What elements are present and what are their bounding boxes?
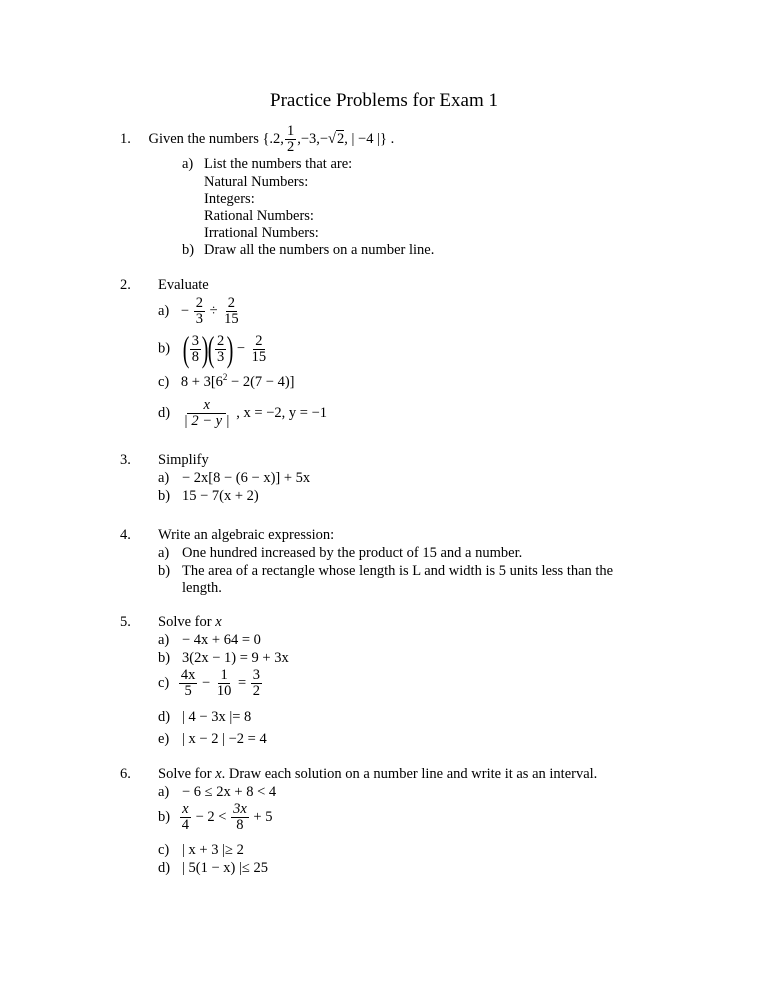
number-set: {.2, $\frac{1}{2}$ ,−3,−√2, | −4 |} . (262, 123, 395, 155)
problem-5a-label: a) (158, 632, 170, 648)
square-root: √2 (328, 130, 345, 147)
problem-2c: c) $8 + 3[6^2 - 2(7 - 4)]$ (158, 372, 295, 390)
item-label: b) (158, 809, 171, 825)
problem-6c-label: c) (158, 842, 170, 858)
problem-6d-label: d) (158, 860, 171, 876)
problem-6-number: 6. (120, 766, 131, 782)
problem-4b-text-cont: length. (182, 580, 222, 596)
fraction: $\frac{3x}{8}$ (233, 801, 247, 833)
page-title: Practice Problems for Exam 1 (270, 90, 498, 111)
problem-5a-expr: − 4x + 64 = 0 (182, 632, 261, 648)
problem-2-heading: Evaluate (158, 277, 209, 293)
problem-3b-expr: 15 − 7(x + 2) (182, 488, 259, 504)
problem-6-heading: Solve for x. Draw each solution on a number line and write it as an interval. (158, 766, 598, 782)
problem-4-number: 4. (120, 527, 131, 543)
fraction: $\frac{1}{10}$ (216, 667, 232, 699)
problem-5d-label: d) (158, 709, 171, 725)
problem-1b-label: b) (182, 242, 195, 258)
problem-6b: b) $\frac{x}{4}$ − 2 < $\frac{3x}{8}$ + 5 (158, 801, 273, 833)
fraction: $\frac{2}{15}$ (251, 332, 267, 365)
fraction: $\frac{x}{4}$ (181, 801, 189, 833)
problem-6d-expr: | 5(1 − x) |≤ 25 (182, 860, 268, 876)
problem-5b-label: b) (158, 650, 171, 666)
problem-3a-expr: − 2x[8 − (6 − x)] + 5x (182, 470, 311, 486)
problem-1a-text: List the numbers that are: (204, 156, 353, 172)
problem-5e-expr: | x − 2 | −2 = 4 (182, 731, 267, 747)
problem-5e-label: e) (158, 731, 170, 747)
problem-2a: a) − $\frac{2}{3}$ ÷ $\frac{2}{15}$ (158, 295, 239, 327)
item-label: c) (158, 675, 170, 691)
category-natural: Natural Numbers: (204, 174, 309, 190)
problem-number: 1. (120, 130, 131, 147)
problem-4a-text: One hundred increased by the product of 15 and a number. (182, 545, 523, 561)
problem-3-heading: Simplify (158, 452, 209, 468)
problem-1a-label: a) (182, 156, 194, 172)
problem-2b: b) ( $\frac{3}{8}$ )( $\frac{2}{3}$ ) − $\frac{2}{15}$ (158, 329, 267, 369)
category-rational: Rational Numbers: (204, 208, 314, 224)
fraction: $\frac{3}{2}$ (252, 667, 261, 699)
category-irrational: Irrational Numbers: (204, 225, 319, 241)
item-label: a) (158, 303, 170, 319)
item-label: c) (158, 374, 170, 390)
problem-5d-expr: | 4 − 3x |= 8 (182, 709, 252, 725)
problem-3-number: 3. (120, 452, 131, 468)
fraction: $\frac{3}{8}$ (191, 332, 199, 365)
item-label: b) (158, 340, 171, 357)
fraction: $\frac{x}{| 2 - y |}$ (183, 397, 230, 429)
fraction: $\frac{4x}{5}$ (180, 667, 196, 699)
item-label: d) (158, 405, 171, 421)
problem-4b-text: The area of a rectangle whose length is L and width is 5 units less than the (182, 563, 614, 579)
category-integers: Integers: (204, 191, 255, 207)
fraction: $\frac{2}{3}$ (195, 295, 203, 327)
fraction: $\frac{1}{2}$ (286, 123, 295, 155)
fraction: $\frac{2}{3}$ (216, 332, 225, 365)
problem-5b-expr: 3(2x − 1) = 9 + 3x (182, 650, 289, 666)
problem-5c: c) $\frac{4x}{5}$ − $\frac{1}{10}$ = $\frac{3}{2}$ (158, 667, 261, 699)
problem-5-heading: Solve for x (158, 614, 222, 630)
problem-6a-expr: − 6 ≤ 2x + 8 < 4 (182, 784, 277, 800)
problem-6c-expr: | x + 3 |≥ 2 (182, 842, 244, 858)
problem-4a-label: a) (158, 545, 170, 561)
problem-1 (120, 124, 394, 155)
problem-3b-label: b) (158, 488, 171, 504)
problem-5-number: 5. (120, 614, 131, 630)
problem-2-number: 2. (120, 277, 131, 293)
problem-4-heading: Write an algebraic expression: (158, 527, 335, 543)
problem-1b-text: Draw all the numbers on a number line. (204, 242, 435, 258)
problem-6a-label: a) (158, 784, 170, 800)
problem-2d: d) $\frac{x}{| 2 - y |}$ , x = −2, y = −1 (158, 397, 328, 429)
fraction: $\frac{2}{15}$ (224, 295, 239, 327)
problem-1-intro: Given the numbers (148, 130, 259, 147)
problem-3a-label: a) (158, 470, 170, 486)
problem-4b-label: b) (158, 563, 171, 579)
